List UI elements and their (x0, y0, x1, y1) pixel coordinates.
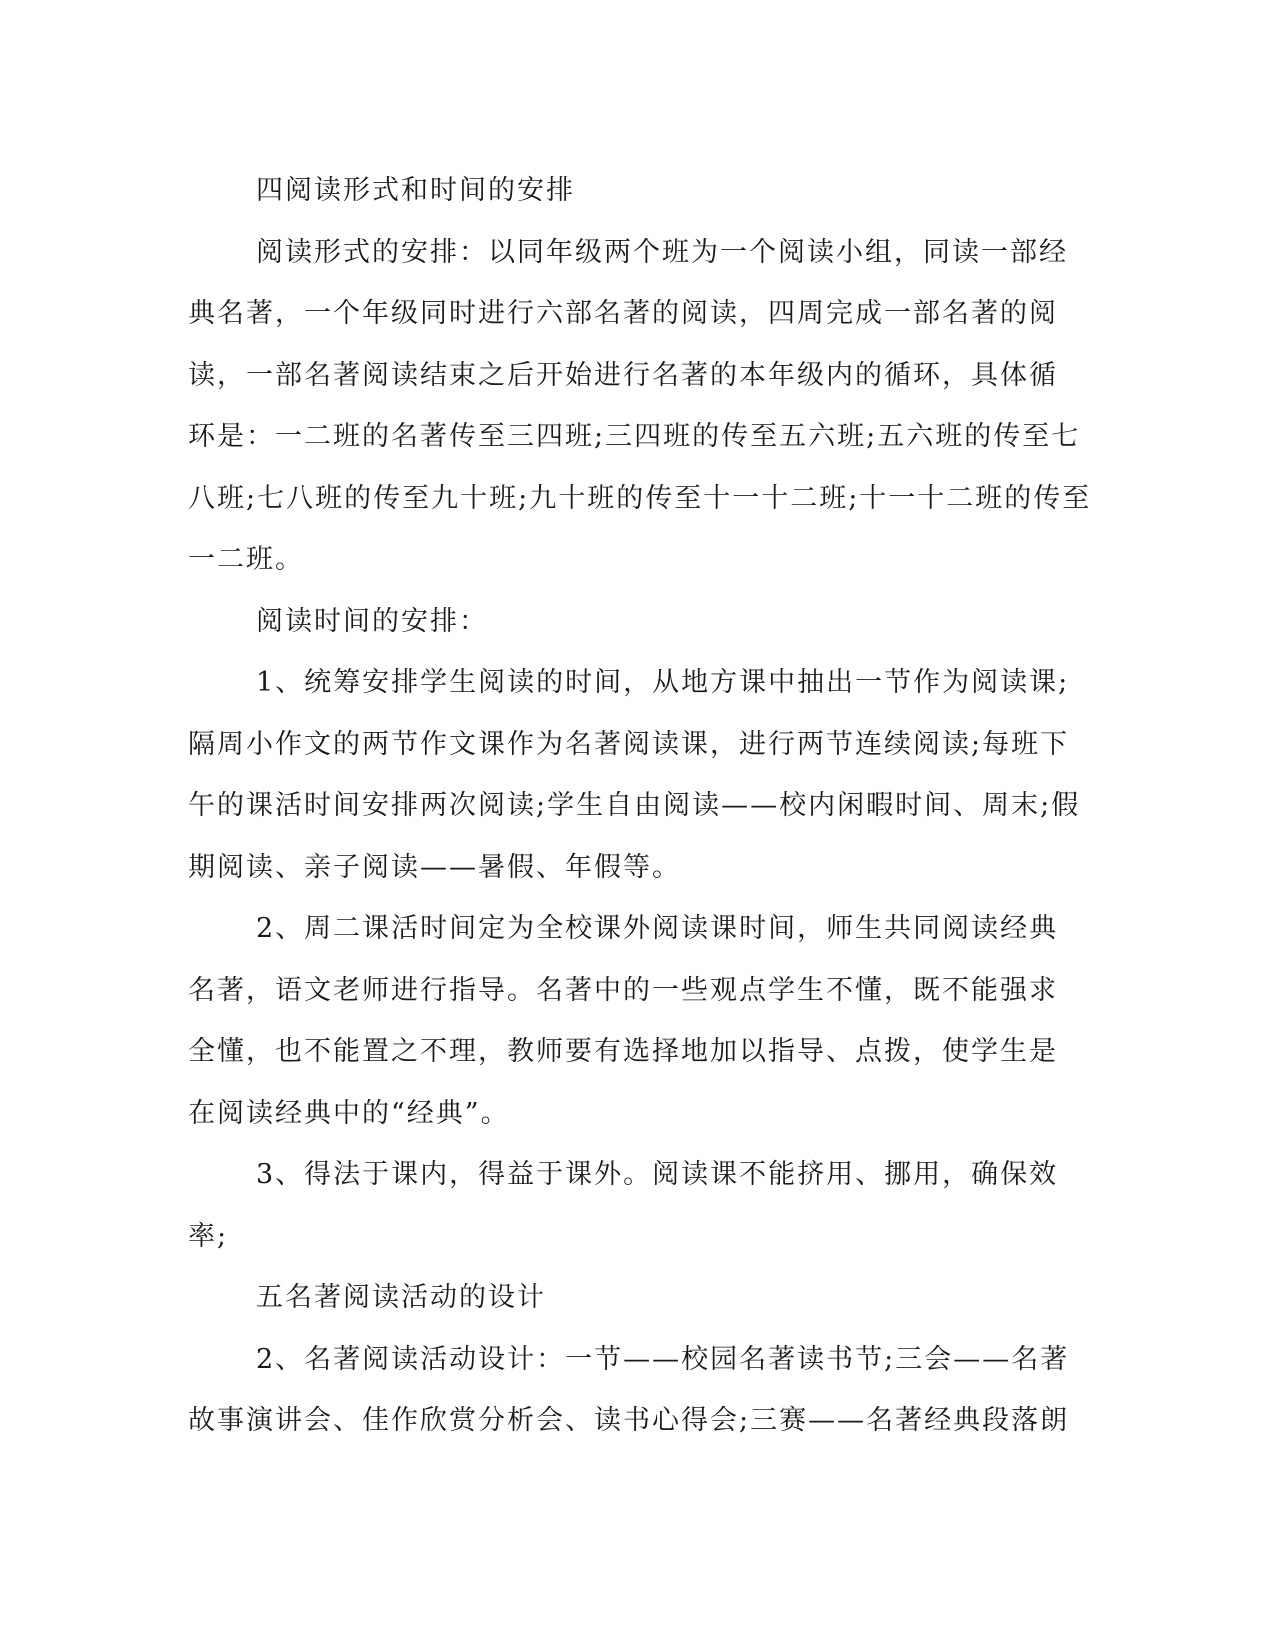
paragraph-line: 3、得法于课内，得益于课外。阅读课不能挤用、挪用，确保效 (256, 1159, 1059, 1190)
section-heading-reading-arrangement: 四阅读形式和时间的安排 (256, 175, 575, 206)
paragraph-line: 率; (188, 1220, 229, 1252)
paragraph-line: 隔周小作文的两节作文课作为名著阅读课，进行两节连续阅读;每班下 (188, 728, 1070, 760)
paragraph-line: 2、名著阅读活动设计：一节——校园名著读书节;三会——名著 (256, 1343, 1070, 1375)
paragraph-line: 在阅读经典中的“经典”。 (188, 1097, 510, 1129)
paragraph-line: 名著，语文老师进行指导。名著中的一些观点学生不懂，既不能强求 (188, 974, 1058, 1006)
paragraph-line: 2、周二课活时间定为全校课外阅读课时间，师生共同阅读经典 (256, 913, 1059, 944)
paragraph-line: 全懂，也不能置之不理，教师要有选择地加以指导、点拨，使学生是 (188, 1036, 1058, 1067)
paragraph-line: 阅读形式的安排：以同年级两个班为一个阅读小组，同读一部经 (256, 236, 1068, 268)
paragraph-line: 一二班。 (188, 544, 304, 575)
paragraph-line: 期阅读、亲子阅读——暑假、年假等。 (188, 851, 681, 883)
document-body (188, 160, 1092, 1452)
paragraph-line: 1、统筹安排学生阅读的时间，从地方课中抽出一节作为阅读课; (256, 667, 1070, 698)
paragraph-line: 八班;七八班的传至九十班;九十班的传至十一十二班;十一十二班的传至 (188, 482, 1092, 514)
paragraph-line: 故事演讲会、佳作欣赏分析会、读书心得会;三赛——名著经典段落朗 (188, 1405, 1070, 1436)
paragraph-line: 读，一部名著阅读结束之后开始进行名著的本年级内的循环，具体循 (188, 359, 1058, 391)
section-heading-activity-design: 五名著阅读活动的设计 (256, 1282, 546, 1313)
subheading-time-arrangement: 阅读时间的安排： (256, 605, 488, 637)
paragraph-line: 环是：一二班的名著传至三四班;三四班的传至五六班;五六班的传至七 (188, 421, 1081, 452)
paragraph-line: 午的课活时间安排两次阅读;学生自由阅读——校内闲暇时间、周末;假 (188, 790, 1081, 821)
paragraph-line: 典名著，一个年级同时进行六部名著的阅读，四周完成一部名著的阅 (188, 298, 1058, 329)
